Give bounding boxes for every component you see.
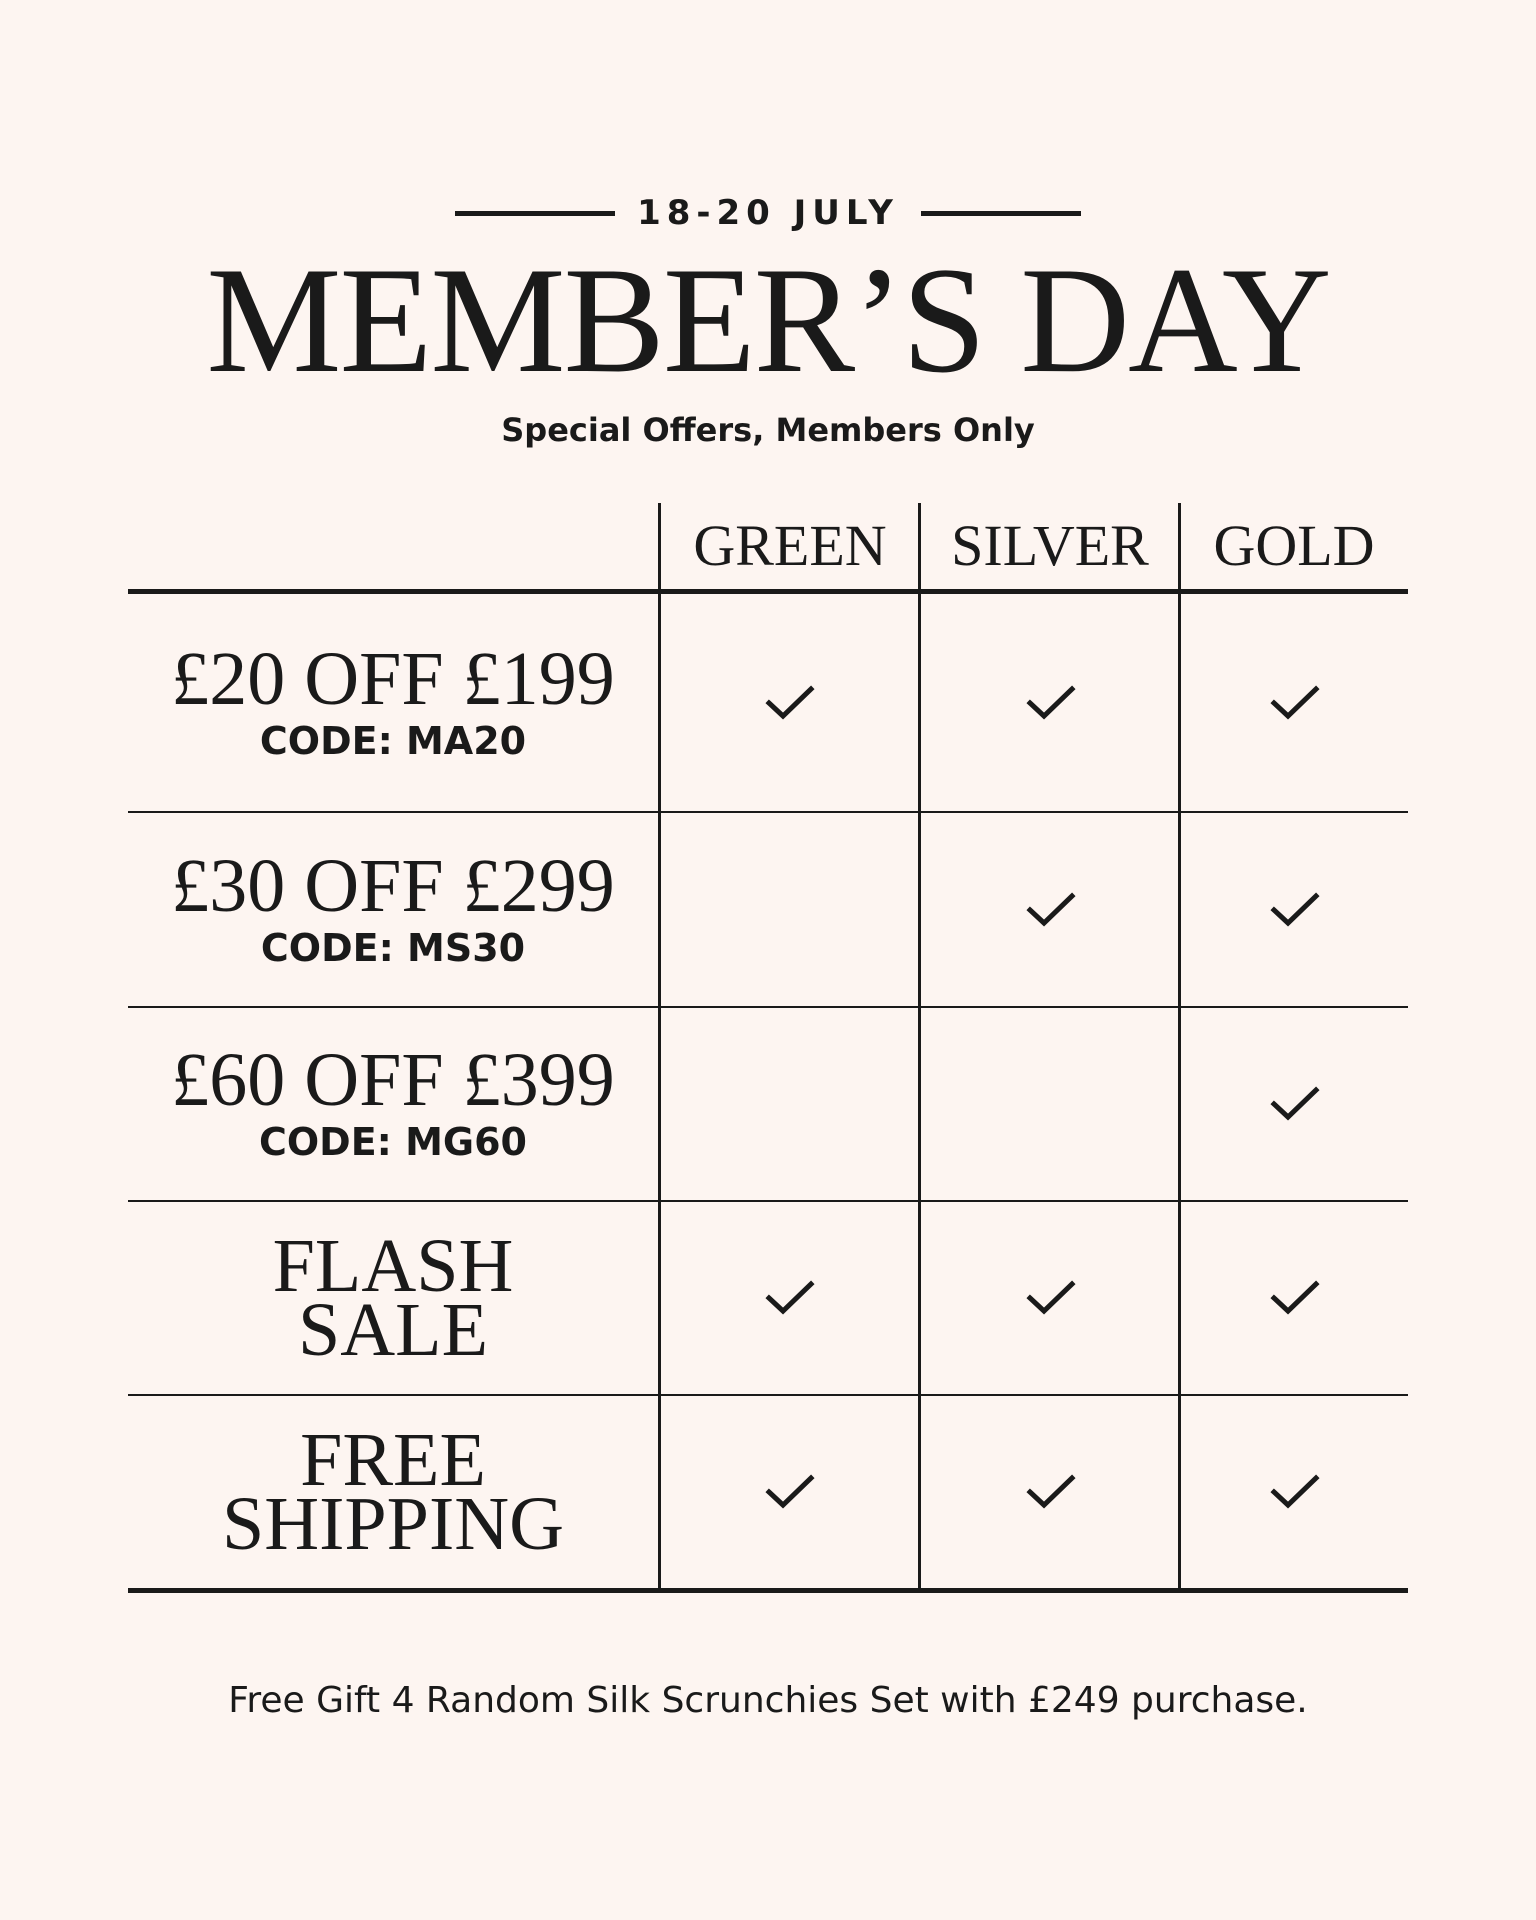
cell-silver xyxy=(921,813,1181,1006)
table-row xyxy=(128,1202,1408,1394)
check-icon xyxy=(1270,1084,1320,1124)
offer-title: £60 OFF £399 xyxy=(171,1038,615,1122)
cell-gold xyxy=(1181,594,1408,811)
page-title: MEMBER’S DAY xyxy=(206,236,1330,404)
date-rule-right xyxy=(921,211,1081,216)
cell-silver xyxy=(921,1008,1181,1200)
table-row xyxy=(128,1008,1408,1200)
offer-code: CODE: MG60 xyxy=(258,1120,527,1164)
date-rule-left xyxy=(455,211,615,216)
cell-green xyxy=(658,1396,921,1588)
check-icon xyxy=(1270,683,1320,723)
table-row xyxy=(128,1396,1408,1588)
offer-title-line: FREE xyxy=(300,1418,486,1502)
offer-title: £30 OFF £299 xyxy=(171,843,615,928)
cell-green xyxy=(658,813,921,1006)
cell-silver xyxy=(921,1202,1181,1394)
event-date: 18-20 JULY xyxy=(637,193,899,233)
check-icon xyxy=(765,1278,815,1318)
offer-label xyxy=(128,813,658,1006)
column-header-gold: GOLD xyxy=(1213,513,1375,578)
column-header-silver: SILVER xyxy=(951,513,1149,578)
cell-green xyxy=(658,1008,921,1200)
cell-gold xyxy=(1181,1008,1408,1200)
check-icon xyxy=(1026,1472,1076,1512)
column-header-green: GREEN xyxy=(693,513,887,578)
table-row xyxy=(128,813,1408,1006)
check-icon xyxy=(1270,1278,1320,1318)
offer-label xyxy=(128,594,658,811)
offer-label xyxy=(128,1202,658,1394)
offer-code: CODE: MS30 xyxy=(260,925,526,970)
offer-title-line: FLASH xyxy=(272,1224,514,1308)
cell-gold xyxy=(1181,1202,1408,1394)
date-heading xyxy=(0,188,1536,238)
cell-green xyxy=(658,594,921,811)
check-icon xyxy=(1026,890,1076,930)
offer-code: CODE: MA20 xyxy=(259,718,527,763)
check-icon xyxy=(1270,890,1320,930)
offer-label xyxy=(128,1396,658,1588)
offer-title-line: SALE xyxy=(298,1288,488,1372)
check-icon xyxy=(765,683,815,723)
offer-label xyxy=(128,1008,658,1200)
cell-green xyxy=(658,1202,921,1394)
footer-note: Free Gift 4 Random Silk Scrunchies Set with £249 purchase. xyxy=(228,1680,1308,1721)
check-icon xyxy=(1026,1278,1076,1318)
table-row xyxy=(128,594,1408,811)
check-icon xyxy=(1270,1472,1320,1512)
cell-silver xyxy=(921,594,1181,811)
page-subtitle: Special Offers, Members Only xyxy=(501,411,1035,449)
offer-title-line: SHIPPING xyxy=(221,1482,565,1566)
check-icon xyxy=(765,1472,815,1512)
cell-silver xyxy=(921,1396,1181,1588)
check-icon xyxy=(1026,683,1076,723)
table-rule-bottom xyxy=(128,1588,1408,1593)
offer-title: £20 OFF £199 xyxy=(171,636,615,721)
cell-gold xyxy=(1181,1396,1408,1588)
cell-gold xyxy=(1181,813,1408,1006)
